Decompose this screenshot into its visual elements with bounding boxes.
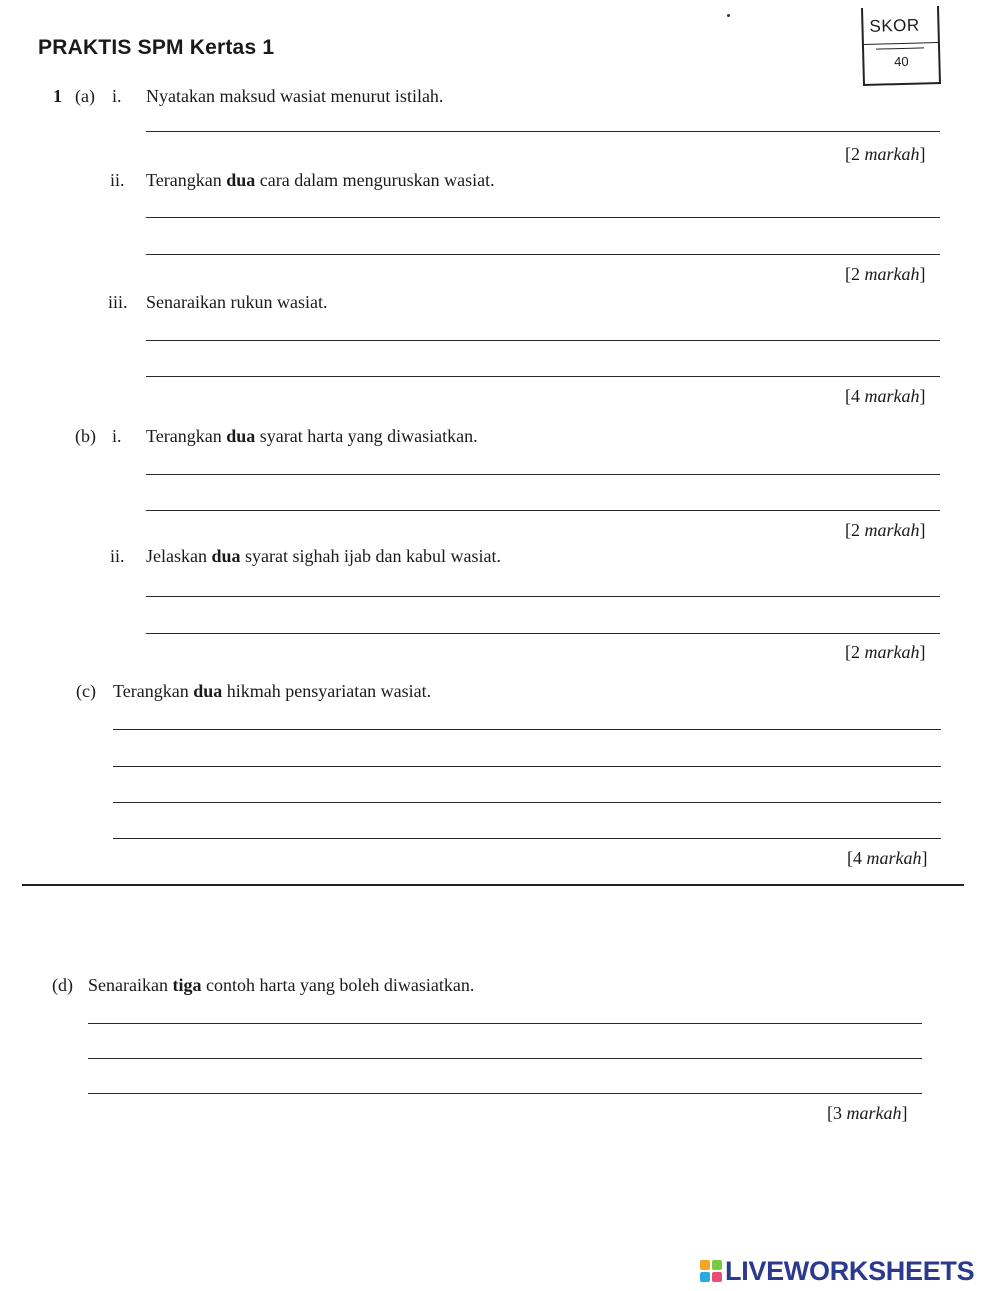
part-b-ii-question: Jelaskan dua syarat sighah ijab dan kabul wasiat.: [146, 546, 501, 566]
liveworksheets-logo-icon: [700, 1260, 722, 1282]
part-c-question: Terangkan dua hikmah pensyariatan wasiat.: [113, 681, 432, 701]
score-label: SKOR: [869, 15, 920, 36]
answer-line[interactable]: [146, 217, 940, 218]
question-number: 1: [53, 86, 62, 106]
page-title: PRAKTIS SPM Kertas 1: [38, 36, 275, 59]
page-divider: [22, 884, 964, 886]
part-a-i-question: Nyatakan maksud wasiat menurut istilah.: [146, 86, 444, 106]
score-total: 40: [893, 53, 909, 70]
logo-square: [712, 1260, 722, 1270]
marks-a-i: [2 markah]: [845, 144, 926, 164]
answer-line[interactable]: [146, 376, 940, 377]
marks-d: [3 markah]: [827, 1103, 908, 1123]
marks-b-i: [2 markah]: [845, 520, 926, 540]
liveworksheets-brand: LIVEWORKSHEETS: [725, 1255, 975, 1286]
marks-c: [4 markah]: [847, 848, 928, 868]
part-b-i-question: Terangkan dua syarat harta yang diwasiatkan.: [146, 426, 478, 446]
part-d-label: (d): [52, 975, 73, 995]
answer-line[interactable]: [88, 1093, 922, 1094]
marks-a-iii: [4 markah]: [845, 386, 926, 406]
part-a-iii-question: Senaraikan rukun wasiat.: [146, 292, 328, 312]
part-a-ii-question: Terangkan dua cara dalam menguruskan wasiat.: [146, 170, 495, 190]
part-b-ii-label: ii.: [110, 546, 125, 566]
answer-line[interactable]: [146, 340, 940, 341]
answer-line[interactable]: [113, 838, 941, 839]
scan-speck: [727, 14, 730, 17]
part-a-iii-label: iii.: [108, 292, 128, 312]
answer-line[interactable]: [146, 596, 940, 597]
score-box: [861, 6, 941, 86]
answer-line[interactable]: [146, 633, 940, 634]
answer-line[interactable]: [113, 766, 941, 767]
answer-line[interactable]: [113, 802, 941, 803]
score-fraction-bar: [876, 47, 924, 49]
answer-line[interactable]: [113, 729, 941, 730]
part-a-i-label: i.: [112, 86, 122, 106]
answer-line[interactable]: [146, 510, 940, 511]
answer-line[interactable]: [88, 1058, 922, 1059]
liveworksheets-logo[interactable]: [700, 1256, 974, 1286]
part-d-question: Senaraikan tiga contoh harta yang boleh diwasiatkan.: [88, 975, 475, 995]
logo-square: [700, 1272, 710, 1282]
answer-line[interactable]: [88, 1023, 922, 1024]
part-b-label: (b): [75, 426, 96, 446]
logo-square: [700, 1260, 710, 1270]
marks-b-ii: [2 markah]: [845, 642, 926, 662]
part-a-ii-label: ii.: [110, 170, 125, 190]
logo-square: [712, 1272, 722, 1282]
marks-a-ii: [2 markah]: [845, 264, 926, 284]
score-box-header: [863, 6, 938, 45]
answer-line[interactable]: [146, 474, 940, 475]
answer-line[interactable]: [146, 131, 940, 132]
part-a-label: (a): [75, 86, 95, 106]
part-b-i-label: i.: [112, 426, 122, 446]
answer-line[interactable]: [146, 254, 940, 255]
part-c-label: (c): [76, 681, 96, 701]
